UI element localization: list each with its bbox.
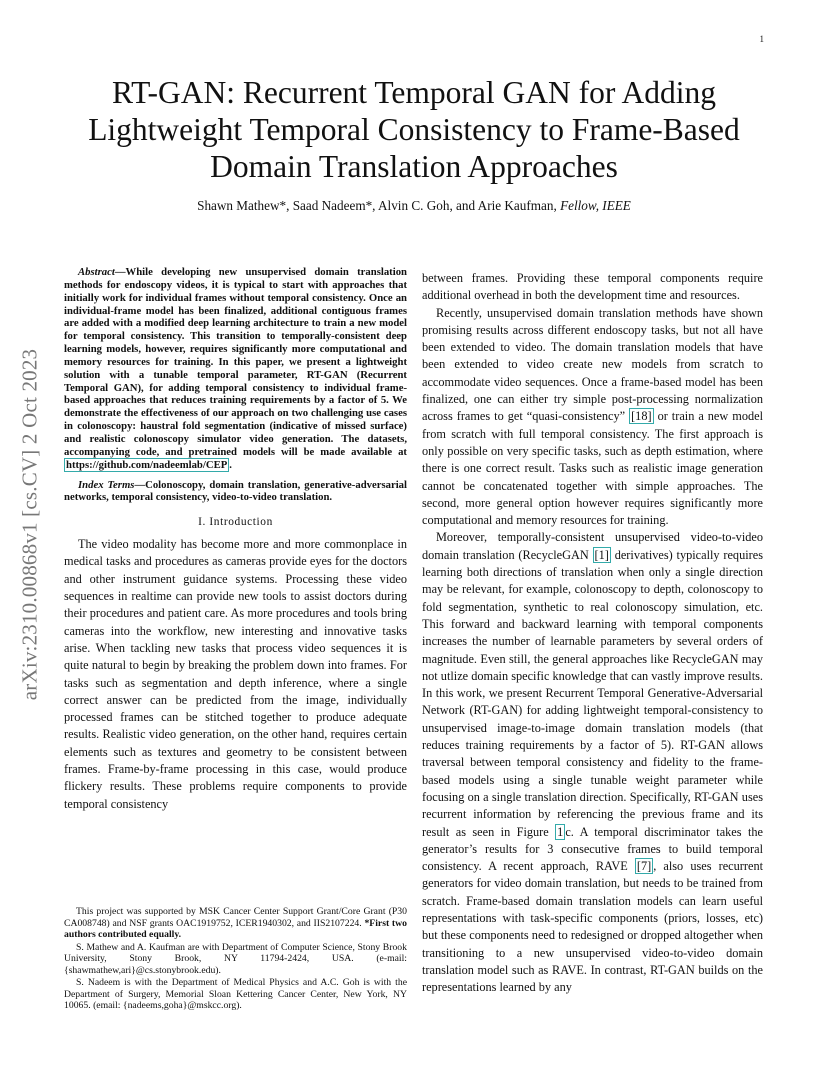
index-terms-text: —Colonoscopy, domain translation, generative-adversarial networks, temporal consistency, video-to-video translation. — [64, 478, 407, 504]
abstract — [64, 266, 407, 472]
title-line-3: Domain Translation Approaches — [210, 149, 618, 184]
author-list — [60, 198, 768, 214]
abstract-end: . — [229, 458, 232, 471]
arxiv-stamp — [10, 294, 50, 754]
index-terms-label: Index Terms — [78, 478, 135, 491]
left-column — [64, 266, 407, 813]
right-p3-text-b: derivatives) typically requires learning both directions of translation when only a single direction may be relevant, for example, colonoscopy to depth, colonoscopy to fold segmentation, synthetic to real colonoscopy simulation, etc. This forward and backward learning with temporal components increases the number of learnable parameters by several orders of magnitude. Even still, the general approaches like RecycleGAN may not utlize domain specific knowledge that can vastly improve results. In this work, we present Recurrent Temporal Generative-Adversarial Network (RT-GAN) for adding lightweight temporal-consistency to unsupervised image-to-image domain translation models (that reduces training requirements by a factor of 5). RT-GAN allows traversal between temporal consistency and fidelity to the frame-based models using a single tunable weight parameter while focusing on a single translation direction. Specifically, RT-GAN uses recurrent information by referencing the previous frame and its result as seen in Figure — [422, 547, 763, 839]
paper-title — [60, 74, 768, 185]
section-heading-introduction: I. Introduction — [198, 516, 273, 529]
right-paragraph-1: between frames. Providing these temporal components require additional overhead in both the development time and resources. — [422, 271, 763, 303]
code-link[interactable]: https://github.com/nadeemlab/CEP — [66, 458, 228, 471]
citation-link[interactable]: [1] — [594, 547, 609, 562]
footnote-equal-contribution: *First two authors contributed equally. — [64, 917, 407, 940]
right-p3-text-a: Moreover, temporally-consistent unsupervised video-to-video domain translation (RecycleGAN — [422, 530, 763, 562]
right-p2-text-b: or train a new model from scratch with full temporal consistency. The first approach is only possible on very specific tasks, such as depth estimation, where there is one correct result. Tasks such as realistic image generation cannot be concatenated together with simple approaches. The second, more general option however requires significantly more computational and memory resources for training. — [422, 409, 763, 528]
intro-paragraph: The video modality has become more and more commonplace in medical tasks and procedures as cameras provide eyes for the doctors and other instrument guidance systems. Processing these video sequences in realtime can provide new tools to assist doctors during their procedures and patient care. As more procedures and tools bring cameras into the workflow, new interesting and innovative tasks arise. When tackling new tasks that process video sequences it is quite natural to begin by breaking the problem down into frames. For tasks such as segmentation and depth inference, where a single correct answer can be predicted from the image, individually processed frames can be stitched together to produce adequate results. Realistic video generation, on the other hand, requires certain elements such as textures and geometry to be consistent between frames. Frame-by-frame processing in this case, would produce flickery results. These problems require components to provide temporal consistency — [64, 537, 407, 811]
title-line-1: RT-GAN: Recurrent Temporal GAN for Adding — [112, 75, 716, 110]
footnote-affiliation-2: S. Nadeem is with the Department of Medical Physics and A.C. Goh is with the Department of Surgery, Memorial Sloan Kettering Cancer Center, New York, NY 10065. (email: {nadeems,goha}@mskcc.org). — [64, 977, 407, 1011]
right-p2-text-a: Recently, unsupervised domain translation methods have shown promising results across different endoscopy tasks, but not all have been extended to video. The domain translation models that have been extended to video create new models from scratch to accommodate video sequences. Once a frame-based model has been finalized, one can either try simple post-processing normalization across frames to get “quasi-consistency” — [422, 305, 763, 424]
footnotes — [64, 906, 407, 1013]
right-column — [422, 270, 763, 996]
title-line-2: Lightweight Temporal Consistency to Frame-Based — [88, 112, 740, 147]
abstract-text: —While developing new unsupervised domain translation methods for endoscopy videos, it is typical to start with approaches that initially work for individual frames without temporal consistency. Once an individual-frame model has been finalized, additional contiguous frames are added with a modified deep learning architecture to train a new model for temporal consistency. This transition to temporally-consistent deep learning models, however, requires significantly more computational and memory resources for training. In this paper, we present a lightweight solution with a tunable temporal parameter, RT-GAN (Recurrent Temporal GAN), for adding temporal consistency to individual frame-based approaches that reduces training requirements by a factor of 5. We demonstrate the effectiveness of our approach on two challenging use cases in colonoscopy: haustral fold segmentation (indicative of missed surface) and realistic colonoscopy simulator video generation. The datasets, accompanying code, and pretrained models will be made available at — [64, 266, 407, 458]
index-terms — [64, 479, 407, 505]
arxiv-stamp-text: arXiv:2310.00868v1 [cs.CV] 2 Oct 2023 — [17, 348, 42, 700]
author-names: Shawn Mathew*, Saad Nadeem*, Alvin C. Goh, and Arie Kaufman, — [197, 198, 557, 213]
right-p3-text-d: , also uses recurrent generators for video domain translation, but needs to be trained from scratch. Frame-based domain translation models can learn useful representations with task-specific components (priors, losses, etc) but these components need to redesigned or dropped altogether when transitioning to a new unsupervised video-to-video domain translation model such as RAVE. In contrast, RT-GAN builds on the representations learned by any — [422, 859, 764, 995]
figure-reference-link[interactable]: 1 — [557, 824, 564, 839]
page-number: 1 — [759, 34, 764, 44]
footnote-affiliation-1: S. Mathew and A. Kaufman are with Department of Computer Science, Stony Brook University, Stony Brook, NY 11794-2424, USA. (e-mail: {shawmathew,ari}@cs.stonybrook.edu). — [64, 941, 407, 976]
citation-link[interactable]: [18] — [631, 409, 652, 424]
right-paragraph-3 — [422, 529, 763, 996]
footnote-funding-text: This project was supported by MSK Cancer Center Support Grant/Core Grant (P30 CA008748) and NSF grants OAC1919752, ICER1940302, and IIS2107224. — [64, 906, 407, 929]
footnote-funding — [64, 906, 407, 941]
right-paragraph-2 — [422, 305, 763, 530]
right-p3-text-c: c. A temporal discriminator takes the generator’s results for 3 consecutive frames to build temporal consistency. A recent approach, RAVE — [422, 824, 763, 874]
author-suffix: Fellow, IEEE — [560, 198, 631, 213]
citation-link[interactable]: [7] — [636, 859, 652, 874]
abstract-label: Abstract — [78, 266, 115, 278]
